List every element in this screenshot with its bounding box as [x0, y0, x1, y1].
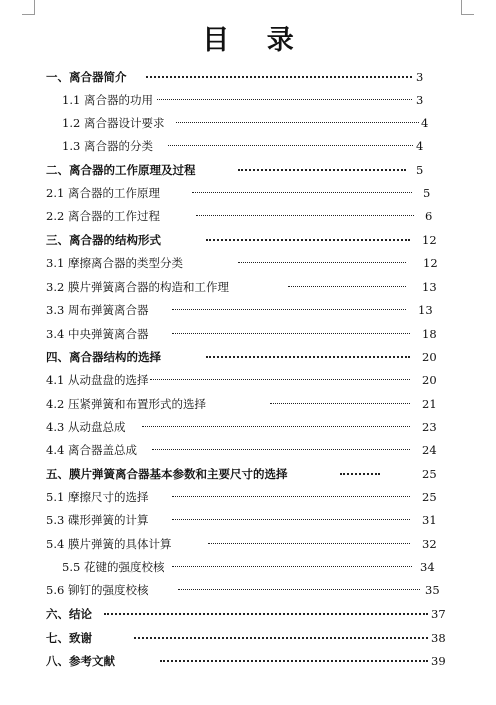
toc-entry-page-number: 5 [423, 186, 431, 200]
toc-entry-page-number: 12 [423, 256, 438, 270]
toc-entry-page-number: 39 [431, 654, 446, 668]
toc-dot-leader [206, 239, 410, 241]
toc-dot-leader [270, 403, 410, 404]
toc-entry-page-number: 6 [425, 209, 433, 223]
toc-entry[interactable] [46, 370, 442, 390]
toc-dot-leader [146, 76, 412, 78]
toc-entry-page-number: 12 [422, 233, 437, 247]
toc-entry-page-number: 37 [431, 607, 446, 621]
toc-entry-page-number: 4 [421, 116, 429, 130]
toc-entry-page-number: 24 [422, 443, 437, 457]
toc-entry-label: 5.6 铆钉的强度校核 [46, 583, 149, 597]
toc-dot-leader [178, 589, 420, 590]
toc-entry-label: 3.1 摩擦离合器的类型分类 [46, 256, 183, 270]
toc-entry-page-number: 35 [425, 583, 440, 597]
toc-dot-leader [238, 262, 406, 263]
toc-entry-label: 1.3 离合器的分类 [62, 139, 153, 153]
toc-entry[interactable] [62, 113, 441, 133]
toc-entry-label: 八、参考文献 [46, 654, 115, 668]
toc-entry[interactable] [62, 90, 436, 110]
toc-entry-label: 5.1 摩擦尺寸的选择 [46, 490, 149, 504]
toc-entry-page-number: 32 [422, 537, 437, 551]
toc-dot-leader [288, 286, 406, 287]
toc-dot-leader [172, 519, 410, 520]
crop-mark-top-right-vertical [461, 0, 462, 14]
toc-entry-label: 七、致谢 [46, 631, 92, 645]
toc-entry-label: 2.2 离合器的工作过程 [46, 209, 160, 223]
toc-dot-leader [160, 660, 428, 662]
toc-entry-page-number: 18 [422, 327, 437, 341]
toc-entry[interactable] [46, 534, 442, 554]
toc-entry-page-number: 21 [422, 397, 437, 411]
toc-entry[interactable] [46, 277, 442, 297]
toc-entry[interactable] [46, 300, 438, 320]
crop-mark-top-left-horizontal [22, 14, 35, 15]
toc-dot-leader [206, 356, 410, 358]
toc-entry[interactable] [46, 347, 442, 367]
toc-dot-leader [168, 145, 413, 146]
toc-dot-leader [157, 99, 412, 100]
toc-dot-leader [192, 192, 412, 193]
toc-entry[interactable] [46, 394, 442, 414]
toc-entry-label: 4.2 压紧弹簧和布置形式的选择 [46, 397, 206, 411]
toc-entry[interactable] [46, 580, 445, 600]
toc-dot-leader [172, 309, 406, 310]
toc-dot-leader [134, 637, 428, 639]
toc-entry-page-number: 34 [420, 560, 435, 574]
toc-entry-label: 5.3 碟形弹簧的计算 [46, 513, 149, 527]
toc-entry[interactable] [46, 324, 442, 344]
toc-entry-label: 六、结论 [46, 607, 92, 621]
toc-entry[interactable] [46, 206, 445, 226]
crop-mark-top-left-vertical [34, 0, 35, 14]
toc-entry-page-number: 20 [422, 373, 437, 387]
toc-entry-page-number: 38 [431, 631, 446, 645]
toc-dot-leader [172, 566, 412, 567]
toc-entry[interactable] [46, 604, 451, 624]
toc-entry-page-number: 3 [416, 70, 424, 84]
toc-entry-label: 三、离合器的结构形式 [46, 233, 161, 247]
toc-dot-leader [196, 215, 414, 216]
toc-dot-leader [150, 379, 410, 380]
toc-entry-label: 五、膜片弹簧离合器基本参数和主要尺寸的选择 [46, 467, 288, 481]
toc-entry-label: 4.4 离合器盖总成 [46, 443, 137, 457]
toc-dot-leader [238, 169, 406, 171]
toc-entry[interactable] [46, 651, 451, 671]
toc-entry-label: 1.2 离合器设计要求 [62, 116, 165, 130]
toc-dot-leader [152, 449, 410, 450]
toc-entry-page-number: 5 [416, 163, 424, 177]
toc-entry-label: 1.1 离合器的功用 [62, 93, 153, 107]
toc-entry[interactable] [46, 510, 442, 530]
toc-entry-label: 二、离合器的工作原理及过程 [46, 163, 196, 177]
toc-entry-label: 4.1 从动盘盘的选择 [46, 373, 149, 387]
toc-entry[interactable] [46, 183, 443, 203]
toc-entry[interactable] [46, 417, 442, 437]
toc-entry-page-number: 20 [422, 350, 437, 364]
toc-entry[interactable] [46, 440, 442, 460]
toc-dot-leader [172, 333, 410, 334]
toc-entry-page-number: 23 [422, 420, 437, 434]
toc-dot-leader [208, 543, 410, 544]
toc-entry-label: 3.2 膜片弹簧离合器的构造和工作理 [46, 280, 229, 294]
toc-entry-page-number: 25 [422, 490, 437, 504]
toc-entry-page-number: 13 [422, 280, 437, 294]
toc-entry-label: 5.5 花键的强度校核 [62, 560, 165, 574]
toc-entry-page-number: 25 [422, 467, 437, 481]
toc-entry-label: 5.4 膜片弹簧的具体计算 [46, 537, 172, 551]
toc-entry-page-number: 3 [416, 93, 424, 107]
toc-dot-leader [172, 496, 410, 497]
toc-entry-page-number: 4 [416, 139, 424, 153]
toc-entry[interactable] [62, 557, 440, 577]
toc-entry-label: 3.4 中央弹簧离合器 [46, 327, 149, 341]
toc-entry[interactable] [46, 487, 442, 507]
toc-dot-leader [176, 122, 419, 123]
toc-dot-leader [142, 426, 410, 427]
toc-dot-leader [340, 473, 380, 475]
toc-entry[interactable] [46, 253, 443, 273]
toc-entry-label: 2.1 离合器的工作原理 [46, 186, 160, 200]
toc-dot-leader [104, 613, 428, 615]
toc-entry-label: 一、离合器简介 [46, 70, 127, 84]
toc-entry-label: 四、离合器结构的选择 [46, 350, 161, 364]
toc-entry-label: 3.3 周布弹簧离合器 [46, 303, 149, 317]
toc-entry[interactable] [62, 136, 436, 156]
toc-entry-label: 4.3 从动盘总成 [46, 420, 126, 434]
toc-entry[interactable] [46, 464, 442, 484]
crop-mark-top-right-horizontal [461, 14, 474, 15]
toc-entry[interactable] [46, 160, 436, 180]
toc-entry-page-number: 13 [418, 303, 433, 317]
toc-entry-page-number: 31 [422, 513, 437, 527]
toc-entry[interactable] [46, 230, 442, 250]
toc-entry[interactable] [46, 628, 451, 648]
toc-entry[interactable] [46, 67, 436, 87]
page-title: 目 录 [202, 25, 308, 56]
